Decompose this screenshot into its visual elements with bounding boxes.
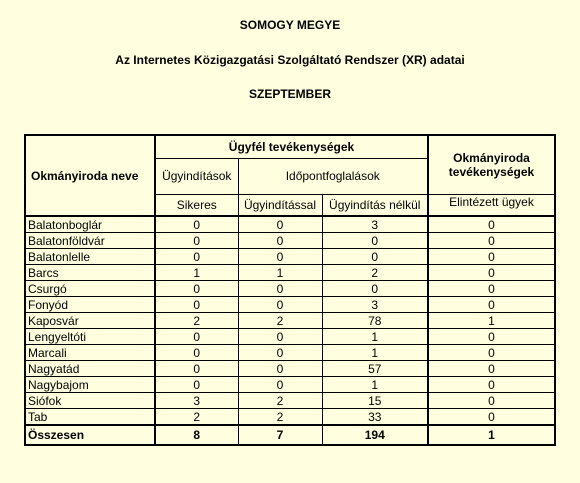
completed-cell: 0	[428, 377, 555, 393]
office-name-cell: Barcs	[25, 265, 155, 281]
total-completed-cell: 1	[428, 425, 555, 445]
table-row	[25, 329, 555, 345]
table-row	[25, 377, 555, 393]
table-row	[25, 265, 555, 281]
without-initiation-cell: 78	[322, 313, 428, 329]
completed-cell: 0	[428, 233, 555, 249]
total-row	[25, 425, 555, 445]
office-name-cell: Balatonföldvár	[25, 233, 155, 249]
office-name-cell: Csurgó	[25, 281, 155, 297]
without-initiation-cell: 0	[322, 281, 428, 297]
table-row	[25, 361, 555, 377]
total-successful-cell: 8	[155, 425, 238, 445]
successful-cell: 2	[155, 409, 238, 426]
completed-cell: 0	[428, 345, 555, 361]
table-body	[25, 216, 555, 445]
without-initiation-cell: 3	[322, 297, 428, 313]
without-initiation-cell: 1	[322, 329, 428, 345]
successful-cell: 0	[155, 345, 238, 361]
table-row	[25, 297, 555, 313]
successful-cell: 0	[155, 377, 238, 393]
office-name-cell: Kaposvár	[25, 313, 155, 329]
with-initiation-cell: 0	[238, 249, 322, 265]
with-initiation-cell: 2	[238, 313, 322, 329]
office-name-cell: Marcali	[25, 345, 155, 361]
table-row	[25, 409, 555, 426]
without-initiation-cell: 3	[322, 216, 428, 233]
total-label: Összesen	[25, 425, 155, 445]
month-title: SZEPTEMBER	[248, 87, 331, 101]
without-initiation-cell: 1	[322, 377, 428, 393]
office-name-cell: Tab	[25, 409, 155, 426]
table-row	[25, 345, 555, 361]
without-initiation-cell: 57	[322, 361, 428, 377]
with-initiation-cell: 0	[238, 361, 322, 377]
successful-cell: 0	[155, 233, 238, 249]
with-initiation-cell: 1	[238, 265, 322, 281]
without-initiation-cell: 1	[322, 345, 428, 361]
successful-cell: 0	[155, 329, 238, 345]
completed-cell: 0	[428, 361, 555, 377]
office-name-cell: Siófok	[25, 393, 155, 409]
table-row	[25, 249, 555, 265]
table-row	[25, 393, 555, 409]
office-name-cell: Lengyeltóti	[25, 329, 155, 345]
without-initiation-cell: 33	[322, 409, 428, 426]
completed-cell: 0	[428, 249, 555, 265]
successful-cell: 1	[155, 265, 238, 281]
total-without-initiation-cell: 194	[322, 425, 428, 445]
office-name-cell: Nagyatád	[25, 361, 155, 377]
report-subtitle: Az Internetes Közigazgatási Szolgáltató Rendszer (XR) adatai	[115, 53, 465, 67]
with-initiation-cell: 2	[238, 393, 322, 409]
without-initiation-cell: 2	[322, 265, 428, 281]
with-initiation-cell: 0	[238, 345, 322, 361]
initiations-subheader: Ügyindítások	[155, 158, 238, 194]
completed-cell: 0	[428, 216, 555, 233]
with-initiation-column-header: Ügyindítással	[238, 194, 322, 216]
completed-cell: 0	[428, 329, 555, 345]
appointments-subheader: Időpontfoglalások	[238, 158, 428, 194]
with-initiation-cell: 0	[238, 281, 322, 297]
completed-cell: 1	[428, 313, 555, 329]
with-initiation-cell: 0	[238, 233, 322, 249]
with-initiation-cell: 0	[238, 329, 322, 345]
office-name-cell: Balatonboglár	[25, 216, 155, 233]
office-name-cell: Balatonlelle	[25, 249, 155, 265]
without-initiation-column-header: Ügyindítás nélkül	[322, 194, 428, 216]
completed-cases-header: Elintézett ügyek	[428, 194, 555, 216]
completed-cell: 0	[428, 297, 555, 313]
table-row	[25, 233, 555, 249]
successful-cell: 2	[155, 313, 238, 329]
successful-cell: 0	[155, 361, 238, 377]
without-initiation-cell: 0	[322, 233, 428, 249]
table-row	[25, 216, 555, 233]
without-initiation-cell: 15	[322, 393, 428, 409]
successful-cell: 3	[155, 393, 238, 409]
client-activities-header: Ügyfél tevékenységek	[155, 135, 428, 158]
without-initiation-cell: 0	[322, 249, 428, 265]
with-initiation-cell: 2	[238, 409, 322, 426]
table-row	[25, 281, 555, 297]
completed-cell: 0	[428, 281, 555, 297]
successful-cell: 0	[155, 281, 238, 297]
office-name-header: Okmányiroda neve	[25, 135, 155, 216]
completed-cell: 0	[428, 393, 555, 409]
with-initiation-cell: 0	[238, 216, 322, 233]
table-row	[25, 313, 555, 329]
with-initiation-cell: 0	[238, 297, 322, 313]
office-activities-header: Okmányiroda tevékenységek	[428, 135, 555, 194]
total-with-initiation-cell: 7	[238, 425, 322, 445]
successful-cell: 0	[155, 249, 238, 265]
office-name-cell: Fonyód	[25, 297, 155, 313]
county-title: SOMOGY MEGYE	[239, 18, 341, 32]
completed-cell: 0	[428, 265, 555, 281]
successful-cell: 0	[155, 216, 238, 233]
successful-column-header: Sikeres	[155, 194, 238, 216]
successful-cell: 0	[155, 297, 238, 313]
with-initiation-cell: 0	[238, 377, 322, 393]
statistics-table	[24, 134, 556, 446]
completed-cell: 0	[428, 409, 555, 426]
office-name-cell: Nagybajom	[25, 377, 155, 393]
